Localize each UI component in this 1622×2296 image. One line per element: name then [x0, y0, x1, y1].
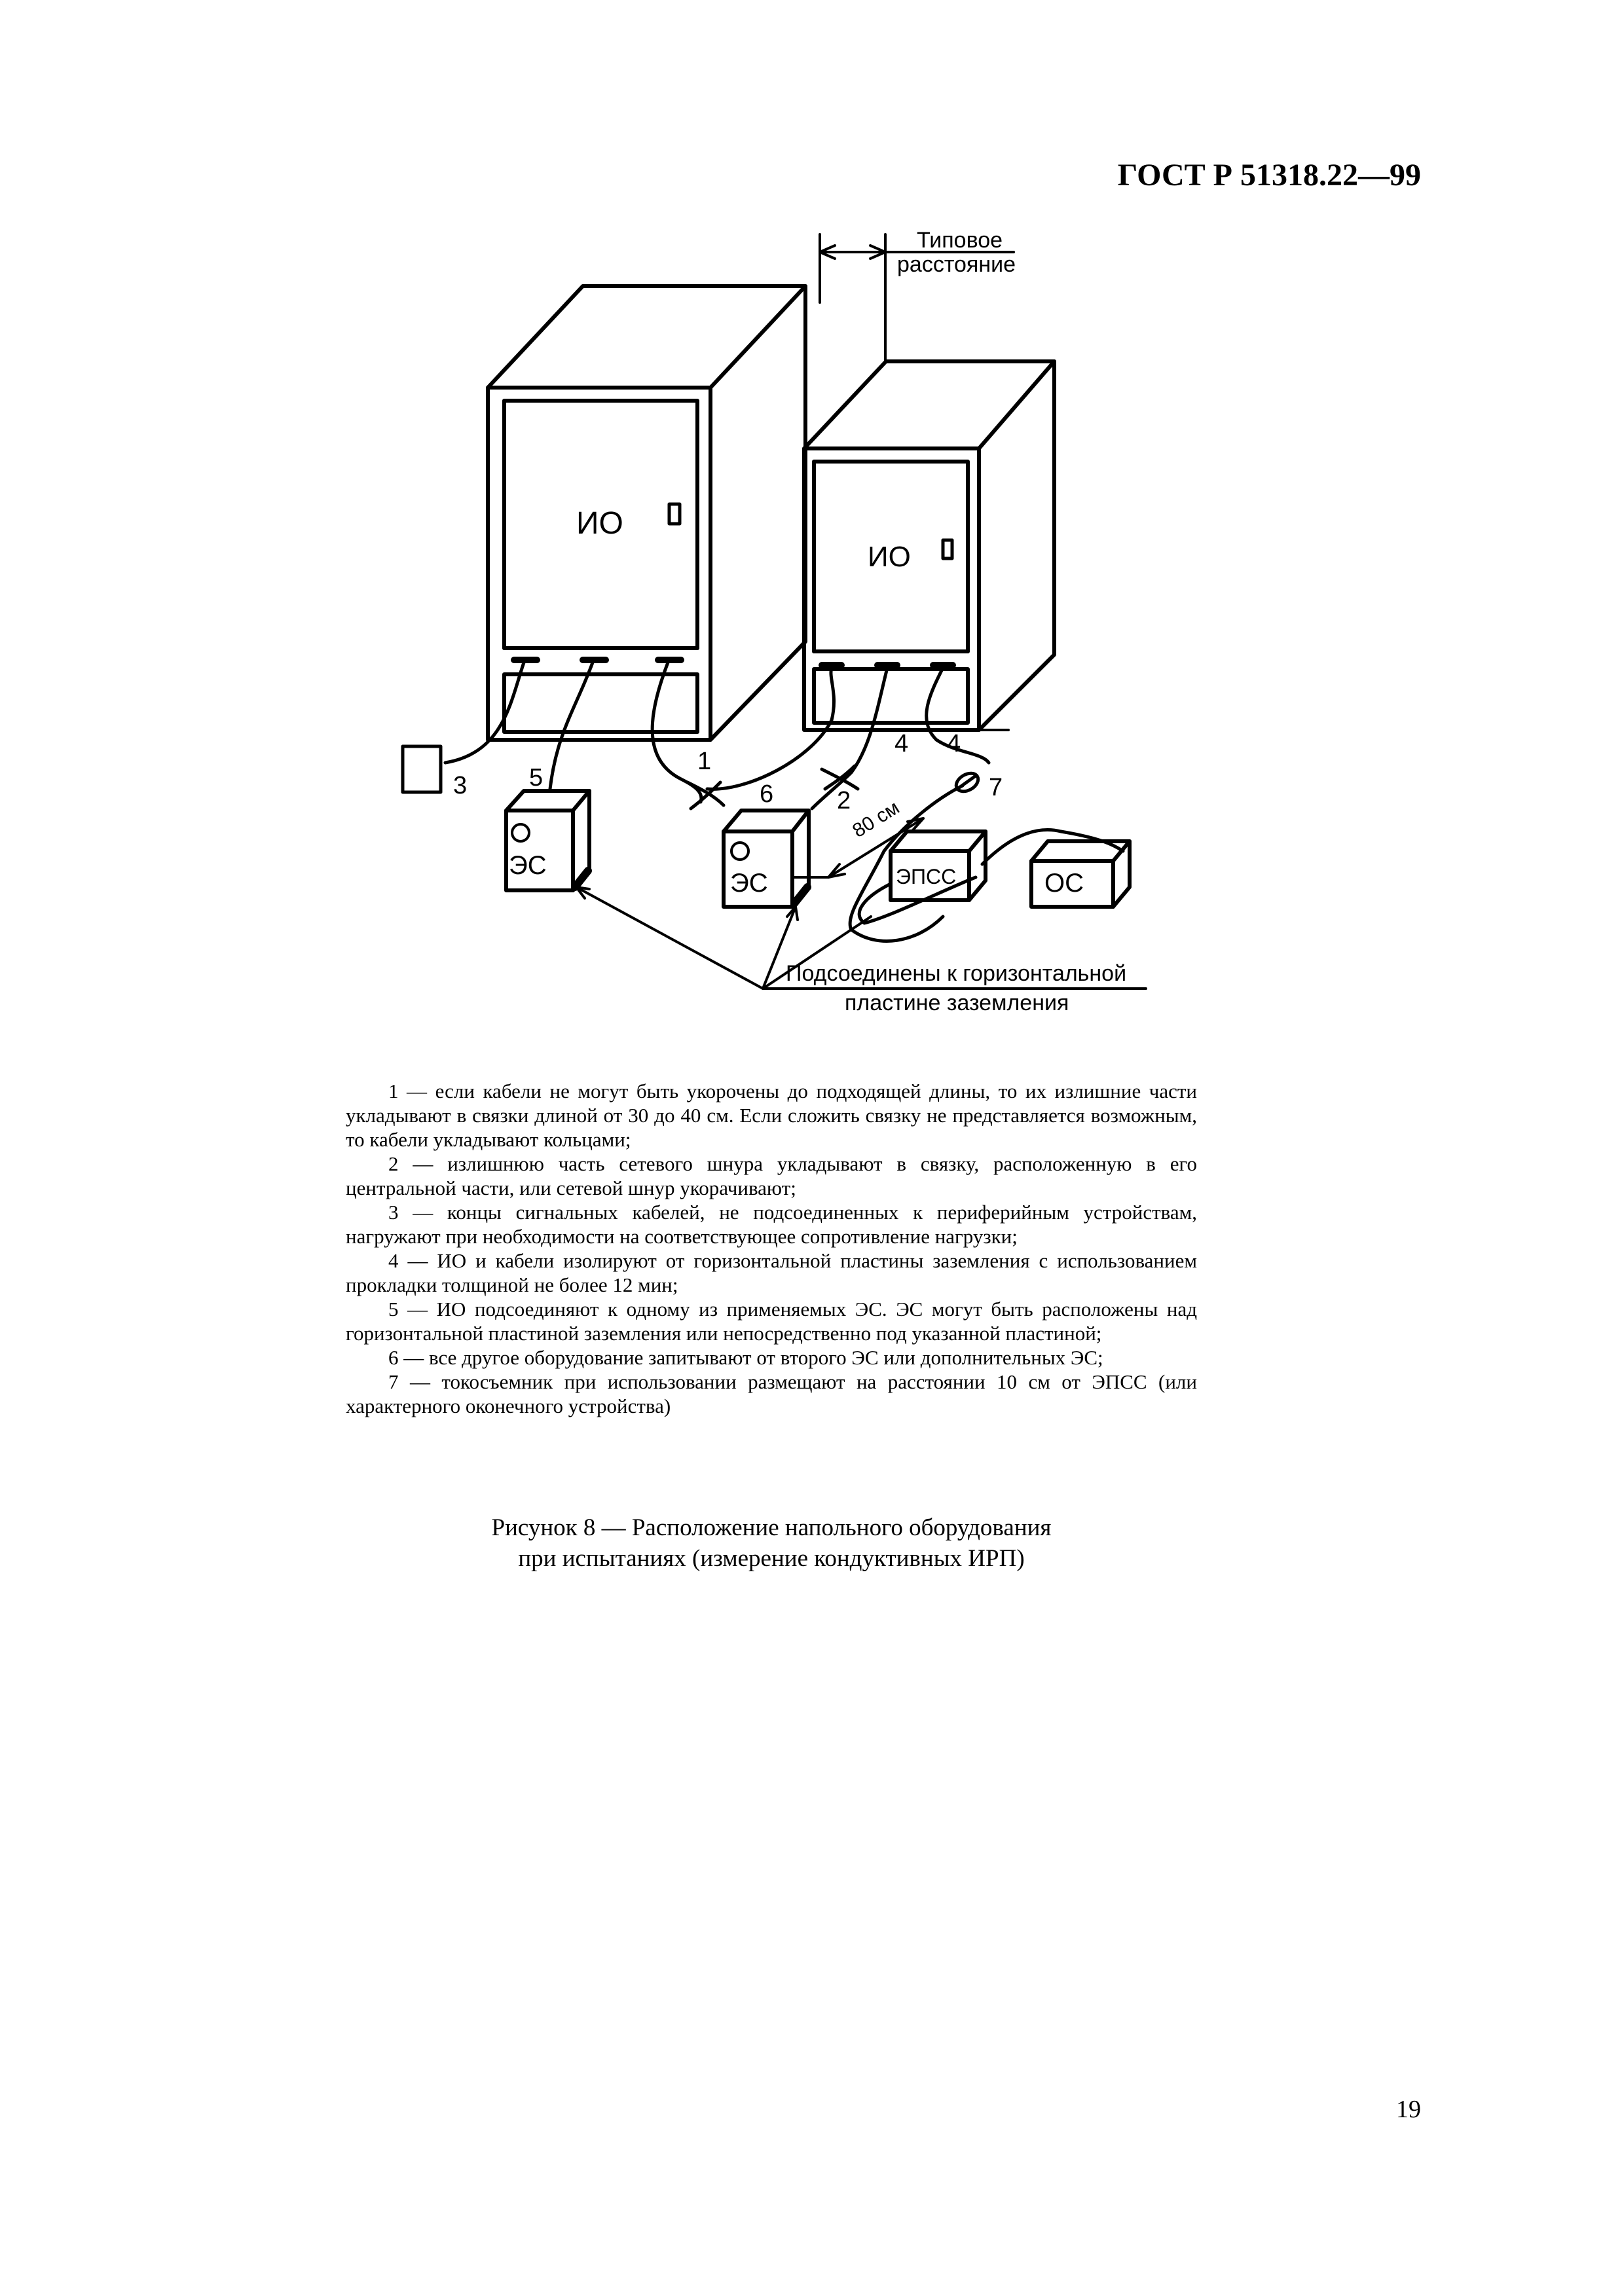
distance-label: 80 см [849, 796, 904, 842]
aux-label: ОС [1044, 869, 1084, 898]
ground-note-line1: Подсоединены к горизонтальной [786, 961, 1127, 986]
large-cabinet-connectors [514, 660, 953, 665]
note-2: 2 — излишнюю часть сетевого шнура укладывают в связку, расположенную в его центральной части, или сетевой шнур укорачивают; [346, 1152, 1197, 1199]
cables [445, 663, 1123, 941]
lisn-label: ЭПСС [896, 865, 957, 888]
large-unit-label: ИО [576, 506, 623, 541]
caption-line2: при испытаниях (измерение кондуктивных ИРП) [518, 1545, 1025, 1572]
note-3: 3 — концы сигнальных кабелей, не подсоединенных к периферийным устройствам, нагружают при необходимости на соответствующее сопротивление нагрузки; [346, 1201, 1197, 1248]
caption-line1: Рисунок 8 — Расположение напольного оборудования [491, 1514, 1052, 1541]
power-supply-2-label: ЭС [730, 869, 768, 898]
ground-note-line2: пластине заземления [845, 991, 1069, 1015]
callout-6: 6 [760, 780, 774, 808]
power-supply-1-label: ЭС [509, 851, 547, 880]
callout-3: 3 [453, 772, 468, 799]
figure-notes [346, 1079, 1197, 1418]
page-number: 19 [1396, 2096, 1421, 2123]
large-cabinet [488, 286, 805, 740]
note-5: 5 — ИО подсоединяют к одному из применяемых ЭС. ЭС могут быть расположены над горизонтальной пластиной заземления или непосредственно под указанной пластиной; [346, 1298, 1197, 1345]
callout-4a: 4 [894, 730, 909, 757]
dimension-label-line2: расстояние [897, 252, 1016, 277]
callout-5: 5 [529, 764, 544, 792]
callout-4b: 4 [947, 730, 961, 757]
small-unit-label: ИО [868, 541, 911, 573]
callout-2: 2 [837, 787, 851, 814]
note-1: 1 — если кабели не могут быть укорочены до подходящей длины, то их излишние части укладывают в связки длиной от 30 до 40 см. Если сложить связку не представляется возможным, то кабели укладывают кольцами; [346, 1080, 1197, 1151]
callout-1: 1 [697, 748, 712, 775]
note-6: 6 — все другое оборудование запитывают от второго ЭС или дополнительных ЭС; [388, 1346, 1103, 1369]
note-4: 4 — ИО и кабели изолируют от горизонтальной пластины заземления с использованием прокладки толщиной не более 12 мин; [346, 1249, 1197, 1296]
load-box [403, 746, 441, 792]
current-probe [953, 770, 981, 795]
equipment-layout-figure [0, 0, 1622, 1048]
callout-7: 7 [989, 774, 1003, 801]
small-cabinet [804, 361, 1054, 730]
figure-caption [346, 1512, 1197, 1574]
note-7: 7 — токосъемник при использовании размещают на расстоянии 10 см от ЭПСС (или характерного оконечного устройства) [346, 1370, 1197, 1417]
standard-code-header: ГОСТ Р 51318.22—99 [1117, 158, 1421, 192]
dimension-label-line1: Типовое [917, 228, 1003, 253]
